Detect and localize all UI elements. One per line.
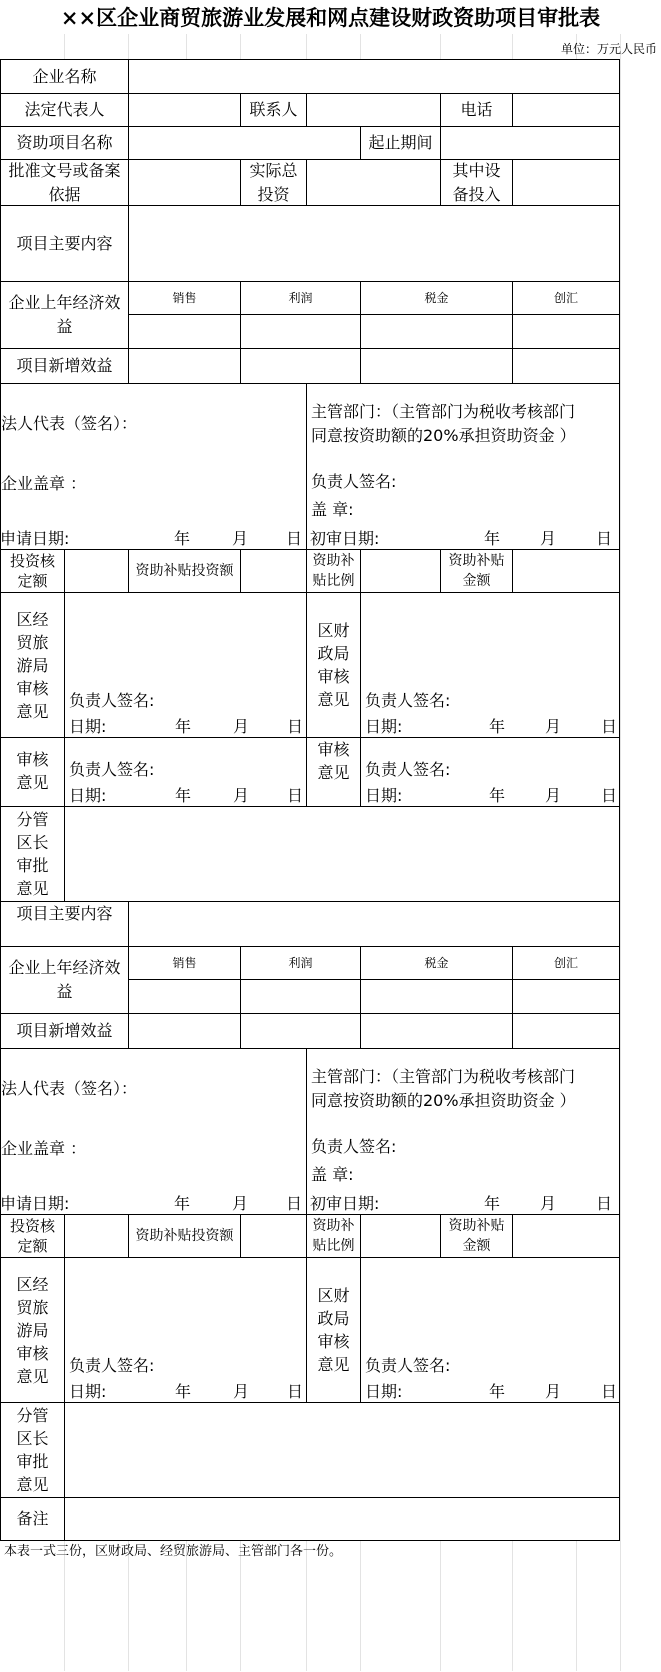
legal-rep-field[interactable] <box>128 93 241 127</box>
label-equip-invest: 其中设备投入 <box>440 159 513 206</box>
new-profit-field[interactable] <box>240 348 361 384</box>
month-label: 月 <box>233 1382 250 1401</box>
label-last-year-benefit: 企业上年经济效益 <box>0 281 129 349</box>
period-field[interactable] <box>440 126 620 160</box>
label-invest-verified: 投资核定额 <box>0 549 65 593</box>
main-content-field[interactable] <box>128 205 620 282</box>
sales-field[interactable] <box>128 314 241 349</box>
label-main-content: 项目主要内容 <box>0 205 129 282</box>
label-subsidy-amount: 资助补贴金额 <box>440 1214 513 1258</box>
subsidy-ratio-field[interactable] <box>360 1214 441 1258</box>
legal-sign-label: 法人代表（签名）： <box>1 414 138 433</box>
label-main-content: 项目主要内容 <box>0 901 129 947</box>
subsidy-invest-field[interactable] <box>240 1214 307 1258</box>
year-label: 年 <box>484 1194 501 1213</box>
responsible-sign-label: 负责人签名: <box>69 1356 155 1375</box>
profit-field[interactable] <box>240 314 361 349</box>
trade-bureau-opinion-area[interactable] <box>64 592 307 738</box>
label-new-benefit: 项目新增效益 <box>0 348 129 384</box>
label-finance-bureau: 区财政局审核意见 <box>306 592 361 738</box>
company-signature-area <box>0 1048 307 1215</box>
label-legal-rep: 法定代表人 <box>0 93 129 127</box>
first-review-date-label: 初审日期: <box>310 529 380 548</box>
month-label: 月 <box>233 717 250 736</box>
invest-verified-field[interactable] <box>64 1214 129 1258</box>
day-label: 日 <box>601 786 618 805</box>
finance-bureau-opinion-area[interactable] <box>360 592 620 738</box>
label-subsidy-invest: 资助补贴投资额 <box>128 549 241 593</box>
tax-field[interactable] <box>360 979 513 1014</box>
new-tax-field[interactable] <box>360 1013 513 1049</box>
label-remark: 备注 <box>0 1497 65 1541</box>
responsible-sign-label: 负责人签名: <box>69 760 155 779</box>
responsible-sign-label: 负责人签名: <box>311 472 397 491</box>
new-forex-field[interactable] <box>512 348 620 384</box>
year-label: 年 <box>175 786 192 805</box>
new-profit-field[interactable] <box>240 1013 361 1049</box>
label-fragment-left: 审核意见 <box>0 737 65 807</box>
year-label: 年 <box>489 786 506 805</box>
form-title: ××区企业商贸旅游业发展和网点建设财政资助项目审批表 <box>60 5 601 30</box>
date-label: 日期: <box>69 786 107 805</box>
approval-doc-field[interactable] <box>128 159 241 206</box>
label-last-year-benefit: 企业上年经济效益 <box>0 946 129 1014</box>
year-label: 年 <box>489 717 506 736</box>
label-company-name: 企业名称 <box>0 59 129 94</box>
company-signature-area <box>0 383 307 550</box>
label-approval-doc: 批准文号或备案依据 <box>0 159 129 206</box>
forex-field[interactable] <box>512 314 620 349</box>
subsidy-amount-field[interactable] <box>512 1214 620 1258</box>
label-district-head: 分管区长审批意见 <box>0 1402 65 1498</box>
day-label: 日 <box>596 529 613 548</box>
unit-label: 单位：万元人民币 <box>560 42 657 56</box>
new-tax-field[interactable] <box>360 348 513 384</box>
actual-invest-field[interactable] <box>306 159 441 206</box>
trade-bureau-opinion-area[interactable] <box>64 1257 307 1403</box>
new-forex-field[interactable] <box>512 1013 620 1049</box>
col-tax: 税金 <box>360 281 513 315</box>
month-label: 月 <box>545 1382 562 1401</box>
date-label: 日期: <box>365 717 403 736</box>
label-contact: 联系人 <box>240 93 307 127</box>
col-tax: 税金 <box>360 946 513 980</box>
month-label: 月 <box>545 786 562 805</box>
day-label: 日 <box>286 1194 303 1213</box>
district-head-opinion-field[interactable] <box>64 1402 620 1498</box>
col-sales: 销售 <box>128 946 241 980</box>
label-district-head: 分管区长审批意见 <box>0 806 65 902</box>
subsidy-ratio-field[interactable] <box>360 549 441 593</box>
month-label: 月 <box>545 717 562 736</box>
col-forex: 创汇 <box>512 281 620 315</box>
year-label: 年 <box>175 1382 192 1401</box>
authority-line1: 主管部门：（主管部门为税收考核部门 <box>311 1067 576 1086</box>
grid-line <box>620 34 621 1671</box>
label-subsidy-amount: 资助补贴金额 <box>440 549 513 593</box>
label-invest-verified: 投资核定额 <box>0 1214 65 1258</box>
label-phone: 电话 <box>440 93 513 127</box>
date-label: 日期: <box>69 717 107 736</box>
day-label: 日 <box>601 717 618 736</box>
month-label: 月 <box>232 1194 249 1213</box>
col-profit: 利润 <box>240 281 361 315</box>
forex-field[interactable] <box>512 979 620 1014</box>
year-label: 年 <box>175 717 192 736</box>
company-seal-label: 企业盖章 ： <box>1 474 87 493</box>
date-label: 日期: <box>365 1382 403 1401</box>
remark-field[interactable] <box>64 1497 620 1541</box>
sales-field[interactable] <box>128 979 241 1014</box>
fragment-left-area <box>64 737 307 807</box>
responsible-sign-label: 负责人签名: <box>365 1356 451 1375</box>
new-sales-field[interactable] <box>128 348 241 384</box>
col-forex: 创汇 <box>512 946 620 980</box>
legal-sign-label: 法人代表（签名）： <box>1 1079 138 1098</box>
authority-line2: 同意按资助额的20%承担资助资金 ） <box>311 1091 576 1110</box>
label-project-name: 资助项目名称 <box>0 126 129 160</box>
apply-date-label: 申请日期: <box>0 1194 70 1213</box>
year-label: 年 <box>484 529 501 548</box>
year-label: 年 <box>174 1194 191 1213</box>
label-fragment-right: 审核意见 <box>306 737 361 807</box>
contact-field[interactable] <box>306 93 441 127</box>
authority-signature-area <box>306 1048 620 1215</box>
subsidy-amount-field[interactable] <box>512 549 620 593</box>
label-actual-invest: 实际总投资 <box>240 159 307 206</box>
label-subsidy-invest: 资助补贴投资额 <box>128 1214 241 1258</box>
label-trade-bureau: 区经贸旅游局审核意见 <box>0 592 65 738</box>
col-sales: 销售 <box>128 281 241 315</box>
equip-invest-field[interactable] <box>512 159 620 206</box>
day-label: 日 <box>287 1382 304 1401</box>
day-label: 日 <box>286 529 303 548</box>
month-label: 月 <box>540 529 557 548</box>
year-label: 年 <box>174 529 191 548</box>
responsible-sign-label: 负责人签名: <box>365 691 451 710</box>
responsible-sign-label: 负责人签名: <box>365 760 451 779</box>
label-new-benefit: 项目新增效益 <box>0 1013 129 1049</box>
month-label: 月 <box>232 529 249 548</box>
responsible-sign-label: 负责人签名: <box>69 691 155 710</box>
footer-note: 本表一式三份，区财政局、经贸旅游局、主管部门各一份。 <box>4 1544 343 1559</box>
authority-line1: 主管部门：（主管部门为税收考核部门 <box>311 402 576 421</box>
apply-date-label: 申请日期: <box>0 529 70 548</box>
phone-field[interactable] <box>512 93 620 127</box>
label-period: 起止期间 <box>360 126 441 160</box>
col-profit: 利润 <box>240 946 361 980</box>
month-label: 月 <box>540 1194 557 1213</box>
tax-field[interactable] <box>360 314 513 349</box>
year-label: 年 <box>489 1382 506 1401</box>
day-label: 日 <box>601 1382 618 1401</box>
finance-bureau-opinion-area[interactable] <box>360 1257 620 1403</box>
company-seal-label: 企业盖章 ： <box>1 1139 87 1158</box>
day-label: 日 <box>287 786 304 805</box>
subsidy-invest-field[interactable] <box>240 549 307 593</box>
authority-signature-area <box>306 383 620 550</box>
district-head-opinion-field[interactable] <box>64 806 620 902</box>
label-subsidy-ratio: 资助补贴比例 <box>306 549 361 593</box>
seal-label: 盖 章: <box>311 500 354 519</box>
label-finance-bureau: 区财政局审核意见 <box>306 1257 361 1403</box>
date-label: 日期: <box>69 1382 107 1401</box>
fragment-right-area <box>360 737 620 807</box>
responsible-sign-label: 负责人签名: <box>311 1137 397 1156</box>
seal-label: 盖 章: <box>311 1165 354 1184</box>
new-sales-field[interactable] <box>128 1013 241 1049</box>
invest-verified-field[interactable] <box>64 549 129 593</box>
label-subsidy-ratio: 资助补贴比例 <box>306 1214 361 1258</box>
first-review-date-label: 初审日期: <box>310 1194 380 1213</box>
day-label: 日 <box>596 1194 613 1213</box>
authority-line2: 同意按资助额的20%承担资助资金 ） <box>311 426 576 445</box>
label-trade-bureau: 区经贸旅游局审核意见 <box>0 1257 65 1403</box>
main-content-field[interactable] <box>128 901 620 947</box>
profit-field[interactable] <box>240 979 361 1014</box>
project-name-field[interactable] <box>128 126 361 160</box>
month-label: 月 <box>233 786 250 805</box>
date-label: 日期: <box>365 786 403 805</box>
company-name-field[interactable] <box>128 59 620 94</box>
day-label: 日 <box>287 717 304 736</box>
